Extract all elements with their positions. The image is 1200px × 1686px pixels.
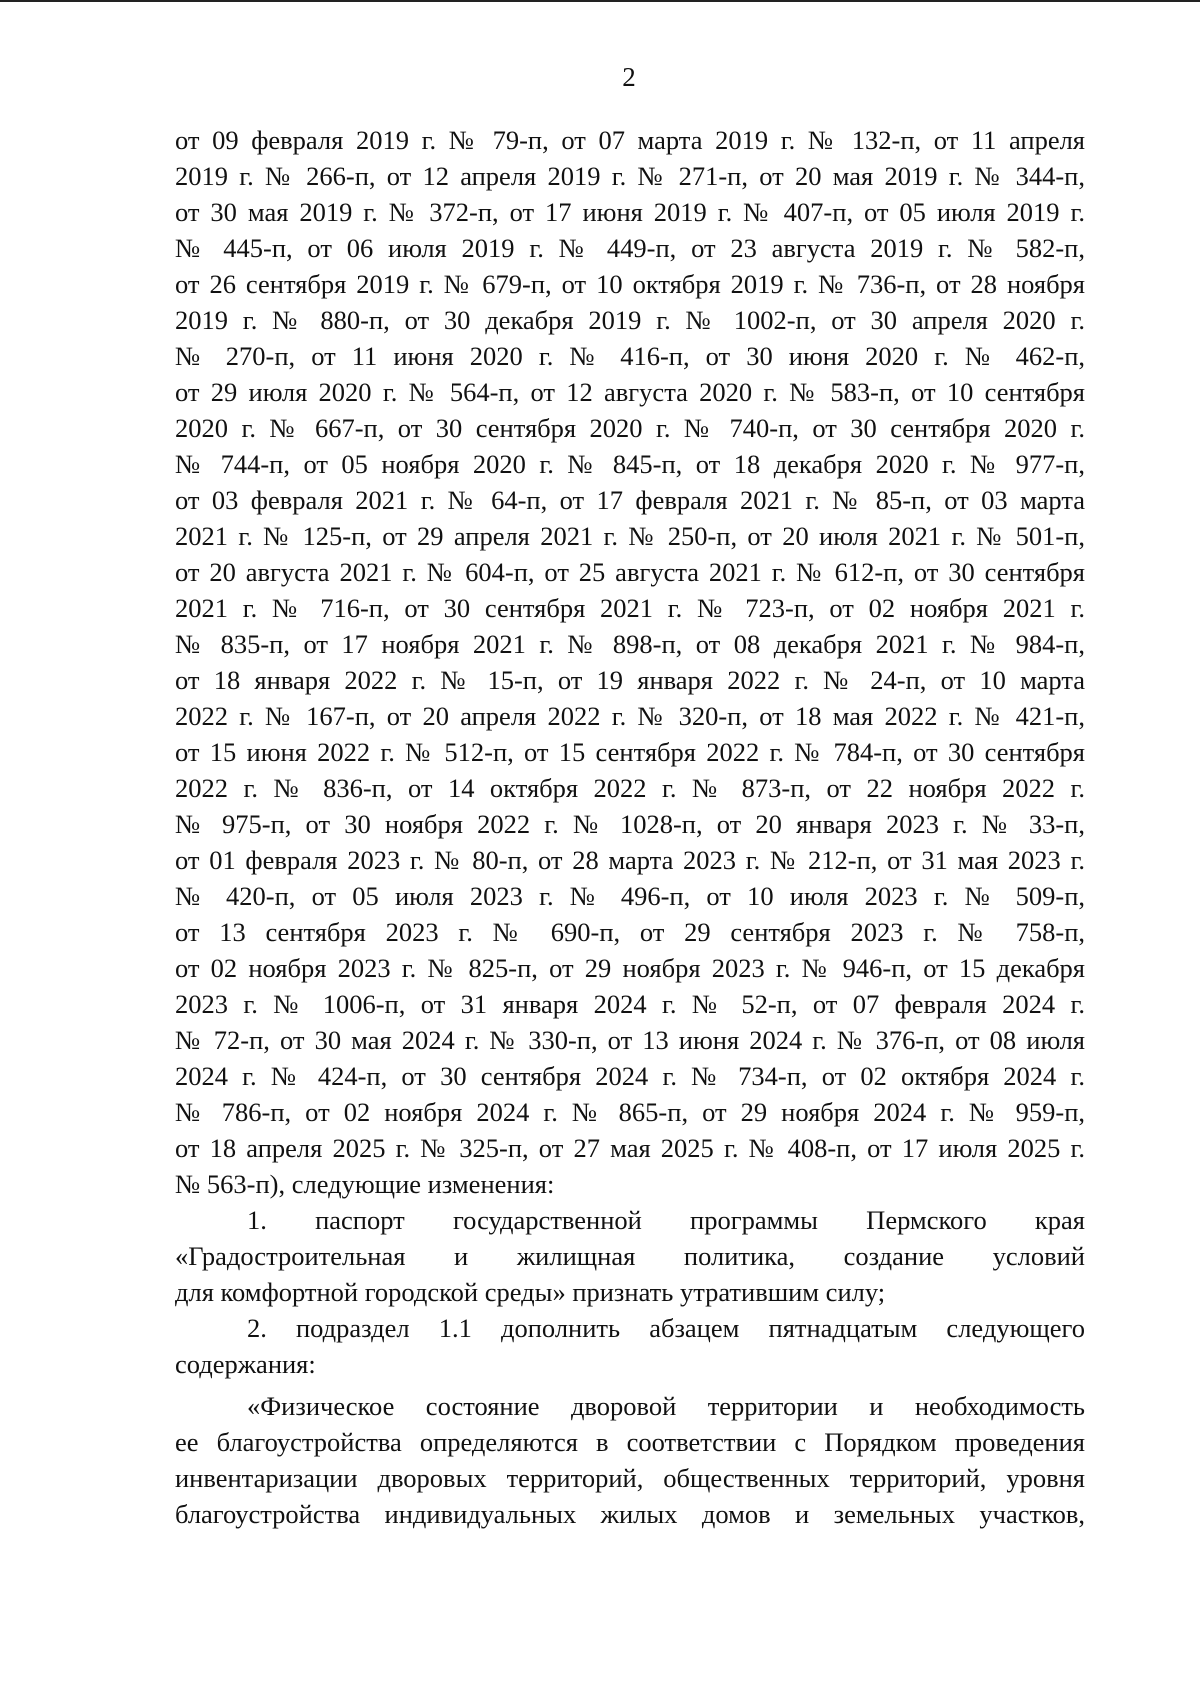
- text-line: «Градостроительная и жилищная политика, создание условий: [175, 1241, 1085, 1271]
- text-line: № 270-п, от 11 июня 2020 г. № 416-п, от 30 июня 2020 г. № 462-п,: [175, 341, 1085, 371]
- page-number: 2: [622, 62, 636, 92]
- quoted-paragraph-start: «Физическое состояние дворовой территории и необходимость: [247, 1391, 1085, 1421]
- text-line: № 420-п, от 05 июля 2023 г. № 496-п, от 10 июля 2023 г. № 509-п,: [175, 881, 1085, 911]
- text-line: от 03 февраля 2021 г. № 64-п, от 17 февраля 2021 г. № 85-п, от 03 марта: [175, 485, 1085, 515]
- text-line: 2019 г. № 266-п, от 12 апреля 2019 г. № 271-п, от 20 мая 2019 г. № 344-п,: [175, 161, 1085, 191]
- text-line: инвентаризации дворовых территорий, общественных территорий, уровня: [175, 1463, 1085, 1493]
- text-line: 2019 г. № 880-п, от 30 декабря 2019 г. № 1002-п, от 30 апреля 2020 г.: [175, 305, 1085, 335]
- text-line: от 29 июля 2020 г. № 564-п, от 12 августа 2020 г. № 583-п, от 10 сентября: [175, 377, 1085, 407]
- text-line: № 563-п), следующие изменения:: [175, 1169, 555, 1199]
- text-line: от 15 июня 2022 г. № 512-п, от 15 сентября 2022 г. № 784-п, от 30 сентября: [175, 737, 1085, 767]
- text-line: от 20 августа 2021 г. № 604-п, от 25 августа 2021 г. № 612-п, от 30 сентября: [175, 557, 1085, 587]
- text-line: № 72-п, от 30 мая 2024 г. № 330-п, от 13 июня 2024 г. № 376-п, от 08 июля: [175, 1025, 1085, 1055]
- text-line: от 30 мая 2019 г. № 372-п, от 17 июня 2019 г. № 407-п, от 05 июля 2019 г.: [175, 197, 1085, 227]
- text-line: от 09 февраля 2019 г. № 79-п, от 07 марта 2019 г. № 132-п, от 11 апреля: [175, 125, 1085, 155]
- text-line: от 02 ноября 2023 г. № 825-п, от 29 ноября 2023 г. № 946-п, от 15 декабря: [175, 953, 1085, 983]
- text-line: № 744-п, от 05 ноября 2020 г. № 845-п, от 18 декабря 2020 г. № 977-п,: [175, 449, 1085, 479]
- text-line: от 26 сентября 2019 г. № 679-п, от 10 октября 2019 г. № 736-п, от 28 ноября: [175, 269, 1085, 299]
- text-line: 2022 г. № 836-п, от 14 октября 2022 г. № 873-п, от 22 ноября 2022 г.: [175, 773, 1085, 803]
- text-line: 2020 г. № 667-п, от 30 сентября 2020 г. № 740-п, от 30 сентября 2020 г.: [175, 413, 1085, 443]
- text-line: для комфортной городской среды» признать утратившим силу;: [175, 1277, 886, 1307]
- text-line: ее благоустройства определяются в соответствии с Порядком проведения: [175, 1427, 1085, 1457]
- text-line: 2023 г. № 1006-п, от 31 января 2024 г. № 52-п, от 07 февраля 2024 г.: [175, 989, 1085, 1019]
- text-line: 2024 г. № 424-п, от 30 сентября 2024 г. № 734-п, от 02 октября 2024 г.: [175, 1061, 1085, 1091]
- document-body: [175, 122, 1085, 1532]
- text-line: № 445-п, от 06 июля 2019 г. № 449-п, от 23 августа 2019 г. № 582-п,: [175, 233, 1085, 263]
- list-item-1: 1. паспорт государственной программы Пермского края: [247, 1205, 1085, 1235]
- text-line: от 13 сентября 2023 г. № 690-п, от 29 сентября 2023 г. № 758-п,: [175, 917, 1085, 947]
- text-line: № 835-п, от 17 ноября 2021 г. № 898-п, от 08 декабря 2021 г. № 984-п,: [175, 629, 1085, 659]
- text-line: № 786-п, от 02 ноября 2024 г. № 865-п, от 29 ноября 2024 г. № 959-п,: [175, 1097, 1085, 1127]
- text-line: благоустройства индивидуальных жилых домов и земельных участков,: [175, 1499, 1085, 1529]
- list-item-2: 2. подраздел 1.1 дополнить абзацем пятнадцатым следующего: [247, 1313, 1085, 1343]
- text-line: от 18 января 2022 г. № 15-п, от 19 января 2022 г. № 24-п, от 10 марта: [175, 665, 1085, 695]
- text-line: от 01 февраля 2023 г. № 80-п, от 28 марта 2023 г. № 212-п, от 31 мая 2023 г.: [175, 845, 1085, 875]
- text-line: от 18 апреля 2025 г. № 325-п, от 27 мая 2025 г. № 408-п, от 17 июля 2025 г.: [175, 1133, 1085, 1163]
- text-line: № 975-п, от 30 ноября 2022 г. № 1028-п, от 20 января 2023 г. № 33-п,: [175, 809, 1085, 839]
- text-line: 2021 г. № 716-п, от 30 сентября 2021 г. № 723-п, от 02 ноября 2021 г.: [175, 593, 1085, 623]
- text-line: 2021 г. № 125-п, от 29 апреля 2021 г. № 250-п, от 20 июля 2021 г. № 501-п,: [175, 521, 1085, 551]
- text-line: 2022 г. № 167-п, от 20 апреля 2022 г. № 320-п, от 18 мая 2022 г. № 421-п,: [175, 701, 1085, 731]
- scan-top-edge: [0, 0, 1200, 2]
- text-line: содержания:: [175, 1349, 316, 1379]
